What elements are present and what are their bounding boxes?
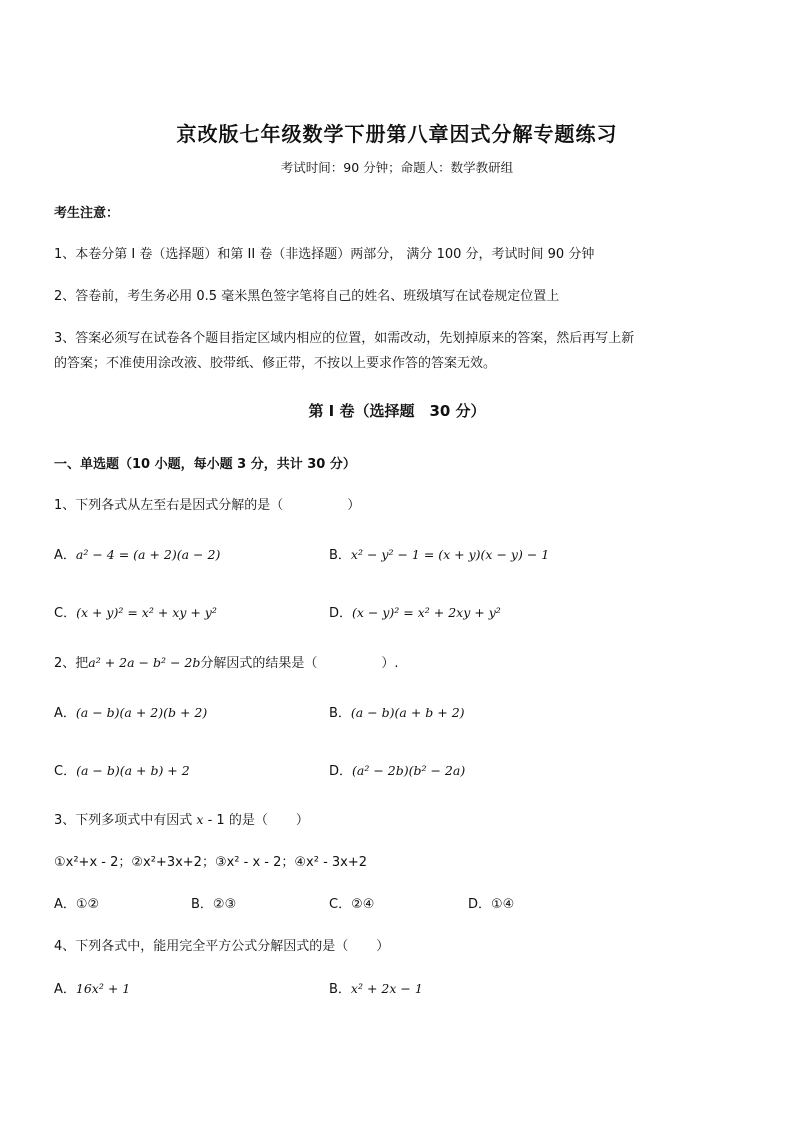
- question-1-stem: [54, 494, 360, 513]
- part-heading: 一、单选题（10 小题，每小题 3 分，共计 30 分）: [54, 457, 356, 472]
- question-4-option-a: [54, 978, 130, 997]
- question-3-option-c: C．②④: [329, 897, 375, 912]
- question-3-variable: x: [196, 812, 204, 827]
- option-label: D．: [329, 764, 353, 779]
- option-expression: (x + y)² = x² + xy + y²: [76, 605, 217, 620]
- option-expression: (a − b)(a + 2)(b + 2): [75, 705, 208, 720]
- notice-item-3-line-2: 的答案；不准使用涂改液、胶带纸、修正带，不按以上要求作答的答案无效。: [54, 356, 497, 371]
- option-expression: 16x² + 1: [75, 981, 131, 996]
- question-1-option-d: [329, 602, 501, 621]
- option-label: A．: [54, 982, 76, 997]
- option-expression: (a − b)(a + b) + 2: [76, 763, 190, 778]
- question-3-text: 3、下列多项式中有因式: [54, 813, 197, 828]
- section-title: 第 I 卷（选择题 30 分）: [308, 402, 486, 420]
- question-4-option-b: [329, 978, 423, 997]
- option-label: C．: [54, 606, 77, 621]
- option-expression: a² − 4 = (a + 2)(a − 2): [75, 547, 221, 562]
- document-subtitle: 考试时间：90 分钟；命题人：数学教研组: [280, 160, 514, 175]
- question-2-text: 2、把: [54, 656, 89, 671]
- question-3-option-a: A．①②: [54, 897, 100, 912]
- question-1-option-c: [54, 602, 217, 621]
- question-4-stem: [54, 935, 389, 954]
- question-2-option-d: [329, 760, 465, 779]
- option-expression: (x − y)² = x² + 2xy + y²: [352, 605, 501, 620]
- option-expression: (a² − 2b)(b² − 2a): [352, 763, 466, 778]
- notice-item-1: 1、本卷分第 I 卷（选择题）和第 II 卷（非选择题）两部分， 满分 100 分，考试时间 90 分钟: [54, 247, 595, 262]
- question-3-stem: [54, 809, 309, 828]
- option-expression: (a − b)(a + b + 2): [350, 705, 465, 720]
- option-label: A．: [54, 548, 76, 563]
- option-label: D．: [329, 606, 353, 621]
- option-label: C．: [54, 764, 77, 779]
- question-3-option-b: B．②③: [191, 897, 237, 912]
- option-label: B．: [329, 548, 351, 563]
- question-1-option-b: [329, 544, 549, 563]
- option-expression: x² + 2x − 1: [350, 981, 423, 996]
- option-label: B．: [329, 982, 351, 997]
- question-1-option-a: [54, 544, 220, 563]
- question-3-close: ）: [295, 813, 309, 828]
- question-4-text: 4、下列各式中，能用完全平方公式分解因式的是（: [54, 939, 349, 954]
- question-3-items: ①x²+x - 2；②x²+3x+2；③x² - x - 2；④x² - 3x+2: [54, 855, 368, 870]
- question-2-option-b: [329, 702, 465, 721]
- question-2-option-a: [54, 702, 207, 721]
- question-3-text-post: - 1 的是（: [203, 813, 268, 828]
- question-2-option-c: [54, 760, 190, 779]
- option-label: A．: [54, 706, 76, 721]
- question-1-close: ）: [347, 498, 361, 513]
- question-3-option-d: D．①④: [468, 897, 515, 912]
- notice-heading: 考生注意：: [54, 206, 120, 221]
- notice-item-2: 2、答卷前，考生务必用 0.5 毫米黑色签字笔将自己的姓名、班级填写在试卷规定位置上: [54, 289, 560, 304]
- option-expression: x² − y² − 1 = (x + y)(x − y) − 1: [350, 547, 550, 562]
- question-4-close: ）: [376, 939, 390, 954]
- notice-item-3-line-1: 3、答案必须写在试卷各个题目指定区域内相应的位置，如需改动，先划掉原来的答案，然后再写上新: [54, 331, 635, 346]
- document-title: 京改版七年级数学下册第八章因式分解专题练习: [176, 122, 618, 146]
- question-2-close: ）.: [381, 656, 399, 671]
- question-2-text-post: 分解因式的结果是（: [200, 656, 318, 671]
- option-label: B．: [329, 706, 351, 721]
- question-2-stem: [54, 652, 399, 671]
- question-2-expression: a² + 2a − b² − 2b: [88, 655, 201, 670]
- question-1-text: 1、下列各式从左至右是因式分解的是（: [54, 498, 284, 513]
